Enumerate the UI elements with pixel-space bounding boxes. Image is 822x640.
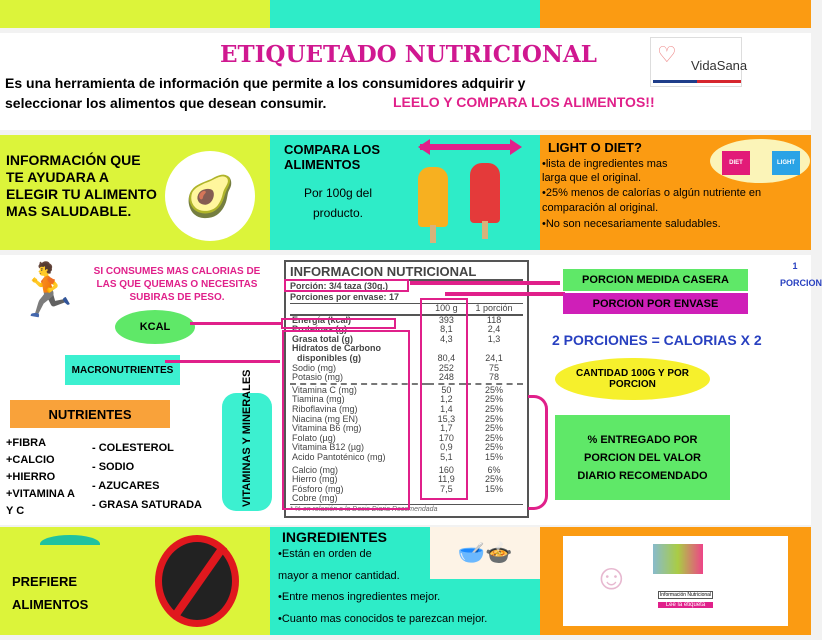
read-label-poster: ☺ Información Nutricional Lee la etiqueta: [563, 536, 788, 626]
porcion-envase-label: PORCION POR ENVASE: [563, 293, 748, 314]
nutrientes-label: NUTRIENTES: [10, 400, 170, 428]
light-item-3: •No son necesariamente saludables.: [542, 218, 721, 230]
nutrient-value: 1,2: [440, 394, 453, 405]
nutrient-value: 25%: [485, 384, 504, 395]
entregado-label: % ENTREGADO POR PORCION DEL VALOR DIARIO RECOMENDADO: [555, 415, 730, 500]
nutrient-value: 252: [438, 362, 454, 373]
compare-panel: [270, 135, 540, 250]
nutrition-table: 100 g 1 porción Energía (kcal) 393 118 Proteínas (g) 8,1 2,4 Grasa total (g) 4,3 1,3 Hidratos de Carbono disponibles (g) 80,4 24,1 Sodio (mg) 252 75 Potasio (mg) 248 78 Vitamina C (mg) 50 25% Tiamina (mg) 1,2 25% Riboflavina (mg) 1,4 25% Niacina (mg EN) 15,3 25% Vitamina B6 (mg) 1,7 25% Folato (µg) 170 25% Vitamina B12 (µg) 0,9 25% Acido Pantoténico (mg) 5,1 15% Calcio (mg) 160 6% Hierro (mg) 11,9 25% Fósforo (mg) 7,5 15% Cobre (mg): [290, 304, 523, 504]
calorie-warning: SI CONSUMES MAS CALORIAS DE LAS QUE QUEMAS O NECESITAS SUBIRAS DE PESO.: [93, 266, 261, 303]
nutrient-value: 393: [438, 314, 454, 325]
nutrient-name: Niacina (mg EN): [292, 413, 359, 424]
nutrient-value: 25%: [485, 403, 504, 414]
vidasana-logo: [650, 37, 748, 87]
ingredientes-item: •Están en orden de: [278, 548, 372, 560]
nutrient-name: Potasio (mg): [292, 372, 344, 383]
vitaminas-label: VITAMINAS Y MINERALES: [222, 393, 272, 511]
nutrient-value: 4,3: [440, 333, 453, 344]
nutrient-name: Energía (kcal): [292, 314, 352, 325]
running-child-icon: 🏃: [15, 262, 80, 320]
nutrient-name: Folato (µg): [292, 432, 336, 443]
cta-text: LEELO Y COMPARA LOS ALIMENTOS!!: [393, 94, 655, 110]
ingredientes-panel: [270, 527, 540, 635]
nutrient-value: 1,3: [487, 333, 501, 344]
nutrient-value: 24,1: [485, 352, 503, 363]
light-item-1: •lista de ingredientes mas larga que el original.: [542, 158, 668, 184]
nutrient-value: 2,4: [487, 324, 501, 335]
nutrient-value: 25%: [485, 442, 504, 453]
compare-title: COMPARA LOS ALIMENTOS: [284, 142, 381, 172]
macronutrientes-label: MACRONUTRIENTES: [65, 355, 180, 385]
page-title: ETIQUETADO NUTRICIONAL: [220, 41, 597, 68]
nutrient-value: 80,4: [437, 352, 456, 363]
kcal-label: KCAL: [115, 310, 195, 344]
nutrient-value: 5,1: [440, 451, 453, 462]
nutrient-value: 25%: [485, 474, 504, 485]
nutrient-name: Grasa total (g): [292, 333, 354, 344]
ingredientes-title: INGREDIENTES: [282, 529, 388, 545]
porcion-casera-label: PORCION MEDIDA CASERA: [563, 269, 748, 291]
nutrient-list-right: - COLESTEROL - SODIO - AZUCARES - GRASA SATURADA: [92, 442, 202, 511]
ingredientes-item: mayor a menor cantidad.: [278, 570, 400, 582]
nutrient-name: disponibles (g): [292, 352, 361, 363]
nutrient-value: 15%: [485, 451, 504, 462]
nutrient-name: Calcio (mg): [292, 464, 339, 475]
intro-line2: seleccionar los alimentos que desean consumir.: [5, 95, 327, 111]
nutrient-value: 25%: [485, 423, 504, 434]
heart-icon: ♡: [657, 42, 677, 67]
nutrient-value: 15,3: [437, 413, 456, 424]
nutrient-name: Vitamina B12 (µg): [292, 442, 365, 453]
nutrient-value: 0,9: [440, 442, 453, 453]
nutrient-value: 25%: [485, 394, 504, 405]
two-porciones-text: 2 PORCIONES = CALORIAS X 2: [552, 332, 762, 348]
nutrient-name: Fósforo (mg): [292, 483, 344, 494]
nutrient-name: Riboflavina (mg): [292, 403, 358, 414]
label-porcion: Porción: 3/4 taza (30g.): [290, 281, 389, 291]
light-title: LIGHT O DIET?: [548, 140, 642, 155]
popsicle-orange: [418, 167, 448, 227]
intro-line1: Es una herramienta de información que permite a los consumidores adquirir y: [5, 75, 526, 91]
logo-text: VidaSana: [691, 58, 748, 73]
nutrient-value: 50: [441, 384, 452, 395]
nutrient-name: Sodio (mg): [292, 362, 337, 373]
compare-text: Por 100g del producto.: [303, 186, 373, 220]
light-diet-panel: [540, 135, 811, 250]
nutrient-value: 1,7: [440, 423, 453, 434]
nutrient-value: 118: [486, 314, 502, 325]
info-panel: [0, 135, 270, 250]
nutrient-value: 170: [438, 432, 454, 443]
nutrient-value: 160: [438, 464, 454, 475]
nutrient-name: Tiamina (mg): [292, 394, 345, 405]
nutrient-value: 1,4: [440, 403, 453, 414]
nutrient-value: 248: [438, 372, 454, 383]
info-text: INFORMACIÓN QUE TE AYUDARA A ELEGIR TU ALIMENTO MAS SALUDABLE.: [6, 152, 157, 219]
nutrient-value: 6%: [487, 464, 501, 475]
light-item-2: •25% menos de calorías o algún nutriente en comparación al original.: [542, 187, 762, 214]
nutrient-value: 15%: [485, 483, 504, 494]
nutrient-name: Hidratos de Carbono: [292, 343, 382, 354]
ingredientes-item: •Cuanto mas conocidos te parezcan mejor.: [278, 613, 488, 625]
ingredientes-item: •Entre menos ingredientes mejor.: [278, 591, 441, 603]
food-label-image: 🥑: [165, 151, 255, 241]
one-porcion-label: 1 PORCION: [780, 261, 822, 288]
top-strip-cyan: [270, 0, 540, 28]
prefiere-panel: [0, 527, 270, 635]
middle-panel: [0, 255, 822, 525]
nutrient-name: Acido Pantoténico (mg): [292, 451, 386, 462]
nutrient-value: 78: [489, 372, 500, 383]
ingredients-image: 🥣🍲: [430, 527, 540, 579]
label-porciones-envase: Porciones por envase: 17: [290, 292, 523, 304]
nutrient-name: Proteínas (g): [292, 324, 348, 335]
nutrient-value: [465, 494, 523, 504]
nutrient-value: 7,5: [440, 483, 453, 494]
nutrient-list-left: +FIBRA +CALCIO +HIERRO +VITAMINA A Y C: [6, 437, 75, 517]
header: [0, 33, 811, 130]
nutrient-name: Vitamina B6 (mg): [292, 423, 362, 434]
cantidad-label: CANTIDAD 100G Y POR PORCION: [555, 358, 710, 400]
nutrient-value: 75: [489, 362, 500, 373]
label-footnote: * % en relación a la Dosis Diaria Recomendada: [290, 504, 523, 514]
poster-panel: [540, 527, 811, 635]
curved-arrow-icon: [40, 535, 100, 553]
popsicle-red: [470, 163, 500, 223]
nutrient-value: 11,9: [437, 474, 455, 485]
nutrient-name: Cobre (mg): [292, 493, 338, 504]
diet-light-image: DIET LIGHT: [710, 139, 810, 183]
prohibited-seals-icon: [155, 535, 239, 627]
nutrient-name: Vitamina C (mg): [292, 384, 357, 395]
top-strip-orange: [540, 0, 811, 28]
children-drawing: ☺: [593, 556, 630, 597]
nutrient-value: 25%: [485, 432, 504, 443]
nutrient-value: 8,1: [440, 324, 453, 335]
nutrient-value: 25%: [485, 413, 504, 424]
prefiere-text: PREFIERE ALIMENTOS: [12, 574, 89, 612]
nutrient-name: Hierro (mg): [292, 474, 338, 485]
double-arrow-icon: [420, 144, 510, 150]
label-title: INFORMACION NUTRICIONAL: [290, 264, 523, 281]
top-strip-lime: [0, 0, 270, 28]
